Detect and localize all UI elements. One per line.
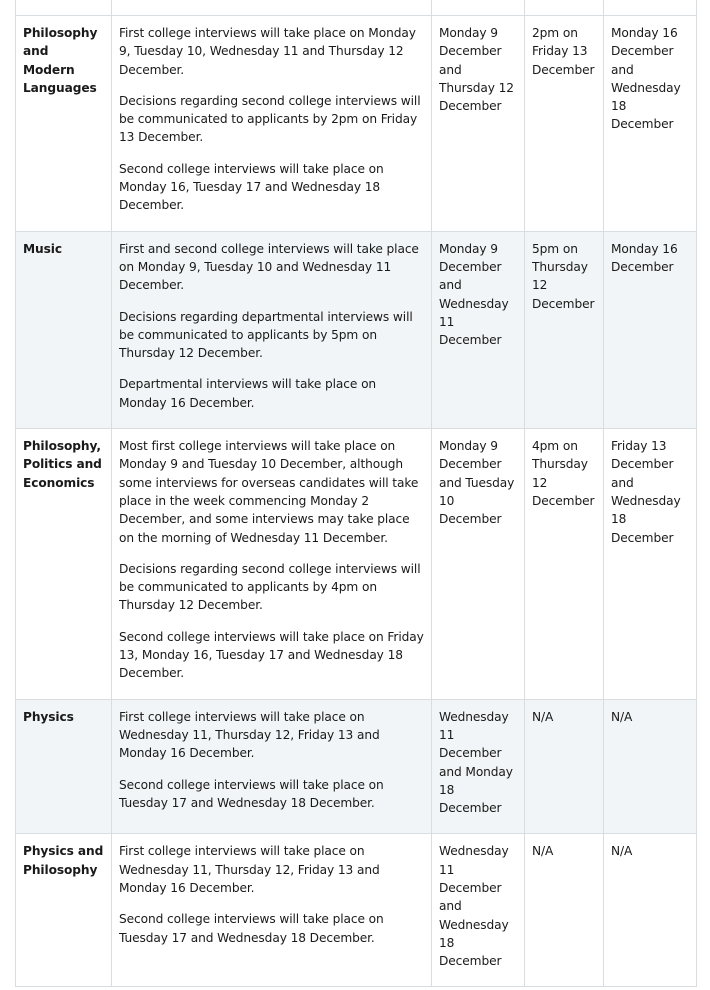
details-cell — [112, 429, 432, 700]
details-paragraph: First college interviews will take place on Wednesday 11, Thursday 12, Friday 13 and Monday 16 December. — [119, 844, 380, 895]
interview-dates-table — [15, 0, 697, 987]
details-paragraph: Decisions regarding departmental interviews will be communicated to applicants by 5pm on Thursday 12 December. — [119, 309, 413, 361]
subject-cell: Music — [16, 231, 112, 428]
first-interview-dates-cell: Monday 9 December and Wednesday 11 December — [432, 231, 525, 428]
subject-cell: Physics and Philosophy — [16, 834, 112, 987]
details-cell — [112, 16, 432, 232]
table-row — [16, 231, 697, 428]
decision-deadline-cell: N/A — [525, 834, 604, 987]
details-paragraph: Second college interviews will take place on Tuesday 17 and Wednesday 18 December. — [119, 777, 384, 810]
subject-cell: Philosophy and Modern Languages — [16, 16, 112, 232]
first-interview-dates-cell: Monday 9 December and Thursday 12 December — [432, 16, 525, 232]
table-cell — [604, 0, 697, 16]
decision-deadline-cell: 2pm on Friday 13 December — [525, 16, 604, 232]
table-cell — [112, 0, 432, 16]
table-row — [16, 699, 697, 834]
decision-deadline-cell: N/A — [525, 699, 604, 834]
subject-cell: Physics — [16, 699, 112, 834]
interview-dates-table-container — [15, 0, 696, 987]
table-cell — [432, 0, 525, 16]
table-cell — [525, 0, 604, 16]
first-interview-dates-cell: Wednesday 11 December and Monday 18 December — [432, 699, 525, 834]
first-interview-dates-cell: Wednesday 11 December and Wednesday 18 December — [432, 834, 525, 987]
details-paragraph: First college interviews will take place on Monday 9, Tuesday 10, Wednesday 11 and Thursday 12 December. — [119, 26, 416, 77]
first-interview-dates-cell: Monday 9 December and Tuesday 10 December — [432, 429, 525, 700]
details-paragraph: Decisions regarding second college interviews will be communicated to applicants by 4pm on Thursday 12 December. — [119, 561, 421, 613]
table-row-cutoff — [16, 0, 697, 16]
decision-deadline-cell: 4pm on Thursday 12 December — [525, 429, 604, 700]
details-cell — [112, 834, 432, 987]
details-paragraph: First and second college interviews will take place on Monday 9, Tuesday 10 and Wednesday 11 December. — [119, 241, 419, 293]
decision-deadline-cell: 5pm on Thursday 12 December — [525, 231, 604, 428]
second-interview-dates-cell: N/A — [604, 834, 697, 987]
second-interview-dates-cell: N/A — [604, 699, 697, 834]
second-interview-dates-cell: Friday 13 December and Wednesday 18 December — [604, 429, 697, 700]
table-row — [16, 429, 697, 700]
details-paragraph: Departmental interviews will take place on Monday 16 December. — [119, 377, 377, 410]
table-cell — [16, 0, 112, 16]
details-paragraph: Second college interviews will take place on Monday 16, Tuesday 17 and Wednesday 18 December. — [119, 161, 384, 213]
details-paragraph: Decisions regarding second college interviews will be communicated to applicants by 2pm on Friday 13 December. — [119, 93, 421, 145]
table-row — [16, 834, 697, 987]
details-paragraph: Second college interviews will take place on Tuesday 17 and Wednesday 18 December. — [119, 912, 384, 945]
details-paragraph: Second college interviews will take place on Friday 13, Monday 16, Tuesday 17 and Wednesday 18 December. — [119, 629, 424, 681]
second-interview-dates-cell: Monday 16 December and Wednesday 18 December — [604, 16, 697, 232]
details-cell — [112, 699, 432, 834]
second-interview-dates-cell: Monday 16 December — [604, 231, 697, 428]
details-cell — [112, 231, 432, 428]
details-paragraph: Most first college interviews will take place on Monday 9 and Tuesday 10 December, although some interviews for overseas candidates will take place in the week commencing Monday 2 December, and some interviews may take place on the morning of Wednesday 11 December. — [119, 439, 419, 545]
subject-cell: Philosophy, Politics and Economics — [16, 429, 112, 700]
table-row — [16, 16, 697, 232]
details-paragraph: First college interviews will take place on Wednesday 11, Thursday 12, Friday 13 and Monday 16 December. — [119, 709, 380, 761]
